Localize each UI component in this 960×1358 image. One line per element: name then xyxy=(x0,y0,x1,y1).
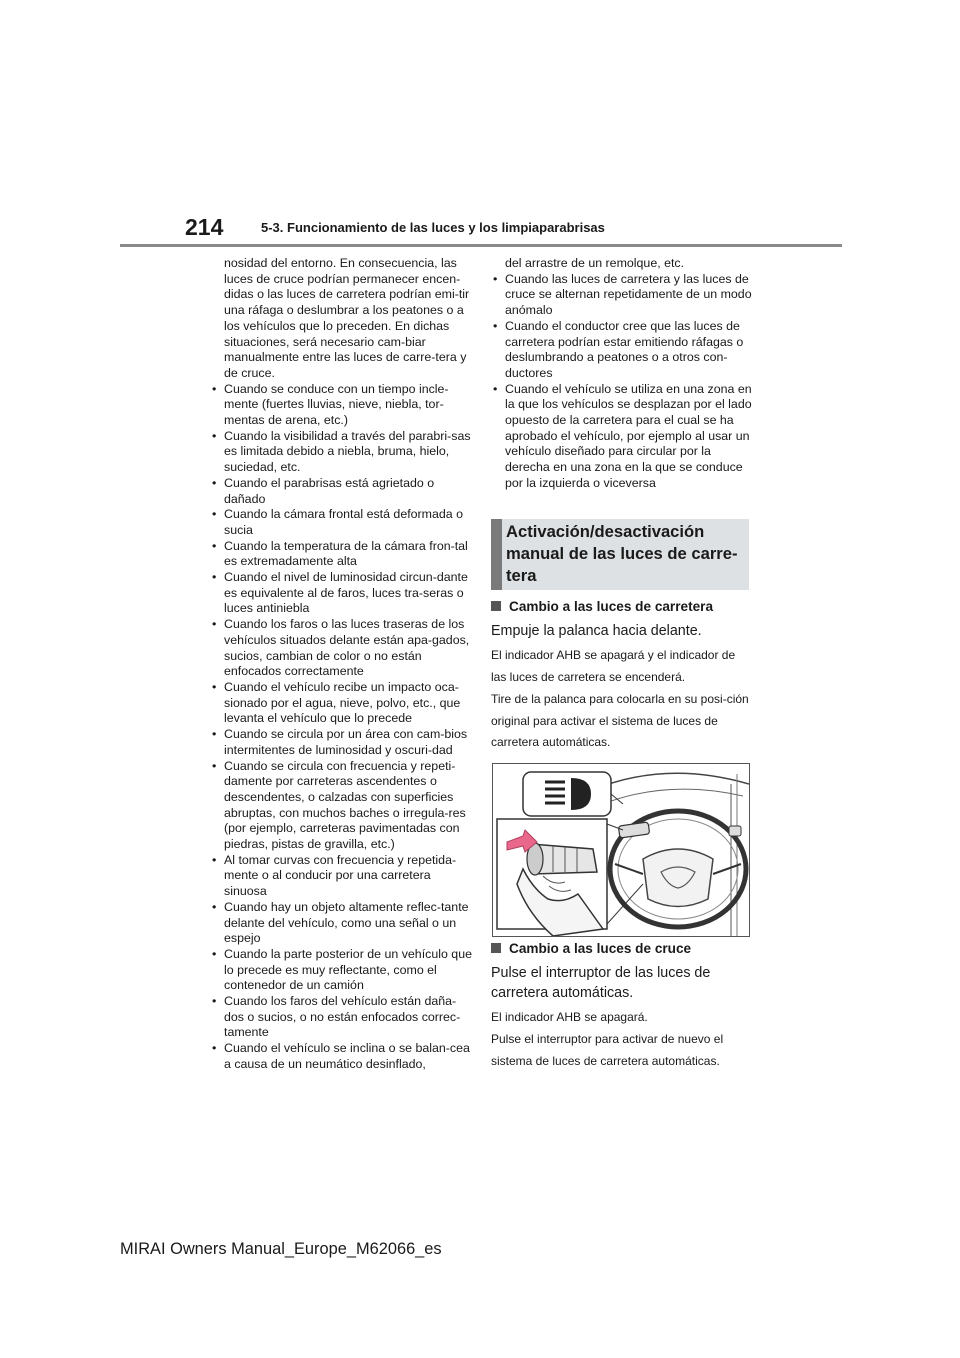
list-item: • Cuando la temperatura de la cámara fron-tal es extremadamente alta xyxy=(212,538,468,569)
bullet-icon: • xyxy=(212,570,217,585)
list-item: • Cuando la cámara frontal está deformada o sucia xyxy=(212,507,464,537)
high-beam-restore-note: Tire de la palanca para colocarla en su posi-ción original para activar el sistema de luces de carretera automáticas. xyxy=(491,692,749,749)
bullet-icon: • xyxy=(212,1041,217,1056)
left-column xyxy=(210,256,472,1073)
bullet-icon: • xyxy=(212,727,217,742)
bullet-icon: • xyxy=(212,852,217,867)
bullet-icon: • xyxy=(493,318,498,333)
footer-document-id: MIRAI Owners Manual_Europe_M62066_es xyxy=(120,1240,442,1258)
bullet-icon: • xyxy=(212,617,217,632)
square-bullet-icon xyxy=(491,601,501,611)
bullet-icon: • xyxy=(212,946,217,961)
high-beam-subheading: Cambio a las luces de carretera xyxy=(491,599,713,614)
list-item: • Cuando los faros o las luces traseras de los vehículos situados delante están apa-gados, sucios, cambian de color o no están enfocados correctamente xyxy=(212,617,470,679)
section-title: 5-3. Funcionamiento de las luces y los limpiaparabrisas xyxy=(261,220,605,235)
list-item: • Cuando el vehículo recibe un impacto oca-sionado por el agua, nieve, polvo, etc., que levanta el vehículo que lo precede xyxy=(212,679,461,726)
low-beam-note: El indicador AHB se apagará. xyxy=(491,1010,648,1024)
bullet-icon: • xyxy=(212,538,217,553)
low-beam-subheading: Cambio a las luces de cruce xyxy=(491,941,691,956)
square-bullet-icon xyxy=(491,943,501,953)
bullet-icon: • xyxy=(212,428,217,443)
intro-paragraph: nosidad del entorno. En consecuencia, las luces de cruce podrían permanecer encen-didas o las luces de carretera podrían emi-tir una ráfaga o deslumbrar a los peatones o a los vehículos que lo preceden. En dichas situaciones, será necesario cam-biar manualmente entre las luces de carre-tera y de cruce. xyxy=(224,256,470,380)
list-item: • Cuando se conduce con un tiempo incle-mente (fuertes lluvias, nieve, niebla, tor-mentas de arena, etc.) xyxy=(212,381,449,428)
continuation-text: del arrastre de un remolque, etc. xyxy=(505,256,685,270)
lever-illustration xyxy=(492,763,750,937)
bullet-icon: • xyxy=(212,381,217,396)
low-beam-reactivate-note: Pulse el interruptor para activar de nuevo el sistema de luces de carretera automáticas. xyxy=(491,1032,724,1068)
list-item: • Cuando las luces de carretera y las luces de cruce se alternan repetidamente de un modo anómalo xyxy=(493,271,752,318)
bullet-icon: • xyxy=(212,758,217,773)
bullet-icon: • xyxy=(212,507,217,522)
heading-accent-bar xyxy=(491,519,502,590)
low-beam-instruction: Pulse el interruptor de las luces de carretera automáticas. xyxy=(491,965,711,1001)
list-item: • Cuando los faros del vehículo están daña-dos o sucios, o no están enfocados correc-tamente xyxy=(212,994,461,1040)
condition-list xyxy=(210,382,472,1073)
bullet-icon: • xyxy=(212,899,217,914)
bullet-icon: • xyxy=(493,271,498,286)
list-item: • Cuando se circula con frecuencia y repeti-damente por carreteras ascendentes o descendentes, o calzadas con superficies abruptas, con muchos baches o irregula-res (por ejemplo, carreteras pavimentadas con piedras, pistas de gravilla, etc.) xyxy=(212,758,466,852)
steering-wheel-lever-drawing xyxy=(493,764,749,936)
manual-high-beam-heading-box xyxy=(491,519,749,590)
list-item: • Cuando la parte posterior de un vehículo que lo precede es muy reflectante, como el contenedor de un camión xyxy=(212,946,472,993)
manual-high-beam-heading: Activación/desactivación manual de las luces de carre-tera xyxy=(506,522,738,585)
list-item: • Cuando el parabrisas está agrietado o dañado xyxy=(212,475,435,506)
high-beam-note: El indicador AHB se apagará y el indicador de las luces de carretera se encenderá. xyxy=(491,648,736,684)
bullet-icon: • xyxy=(212,994,217,1009)
list-item: • Cuando el nivel de luminosidad circun-dante es equivalente al de faros, luces tra-seras o luces antiniebla xyxy=(212,570,468,616)
bullet-icon: • xyxy=(212,679,217,694)
header-rule xyxy=(120,244,842,247)
list-item: • Al tomar curvas con frecuencia y repetida-mente o al conducir por una carretera sinuosa xyxy=(212,852,457,899)
list-item: • Cuando el vehículo se utiliza en una zona en la que los vehículos se desplazan por el lado opuesto de la carretera para el cual se ha aprobado el vehículo, por ejemplo al usar un vehículo diseñado para circular por la derecha en una zona en la que se conduce por la izquierda o viceversa xyxy=(493,381,752,490)
list-item: • Cuando la visibilidad a través del parabri-sas es limitada debido a niebla, bruma, hielo, suciedad, etc. xyxy=(212,428,471,475)
list-item: • Cuando el conductor cree que las luces de carretera podrían estar emitiendo ráfagas o deslumbrando a peatones o a otros con-ductores xyxy=(493,318,744,380)
bullet-icon: • xyxy=(493,381,498,396)
list-item: • Cuando hay un objeto altamente reflec-tante delante del vehículo, como una señal o un espejo xyxy=(212,899,469,946)
page-number: 214 xyxy=(185,214,224,240)
condition-list-continued xyxy=(491,272,753,492)
right-column xyxy=(491,256,753,492)
high-beam-instruction: Empuje la palanca hacia delante. xyxy=(491,623,702,639)
bullet-icon: • xyxy=(212,475,217,490)
list-item: • Cuando el vehículo se inclina o se balan-cea a causa de un neumático desinflado, xyxy=(212,1041,470,1071)
list-item: • Cuando se circula por un área con cam-bios intermitentes de luminosidad y oscuri-dad xyxy=(212,727,468,757)
